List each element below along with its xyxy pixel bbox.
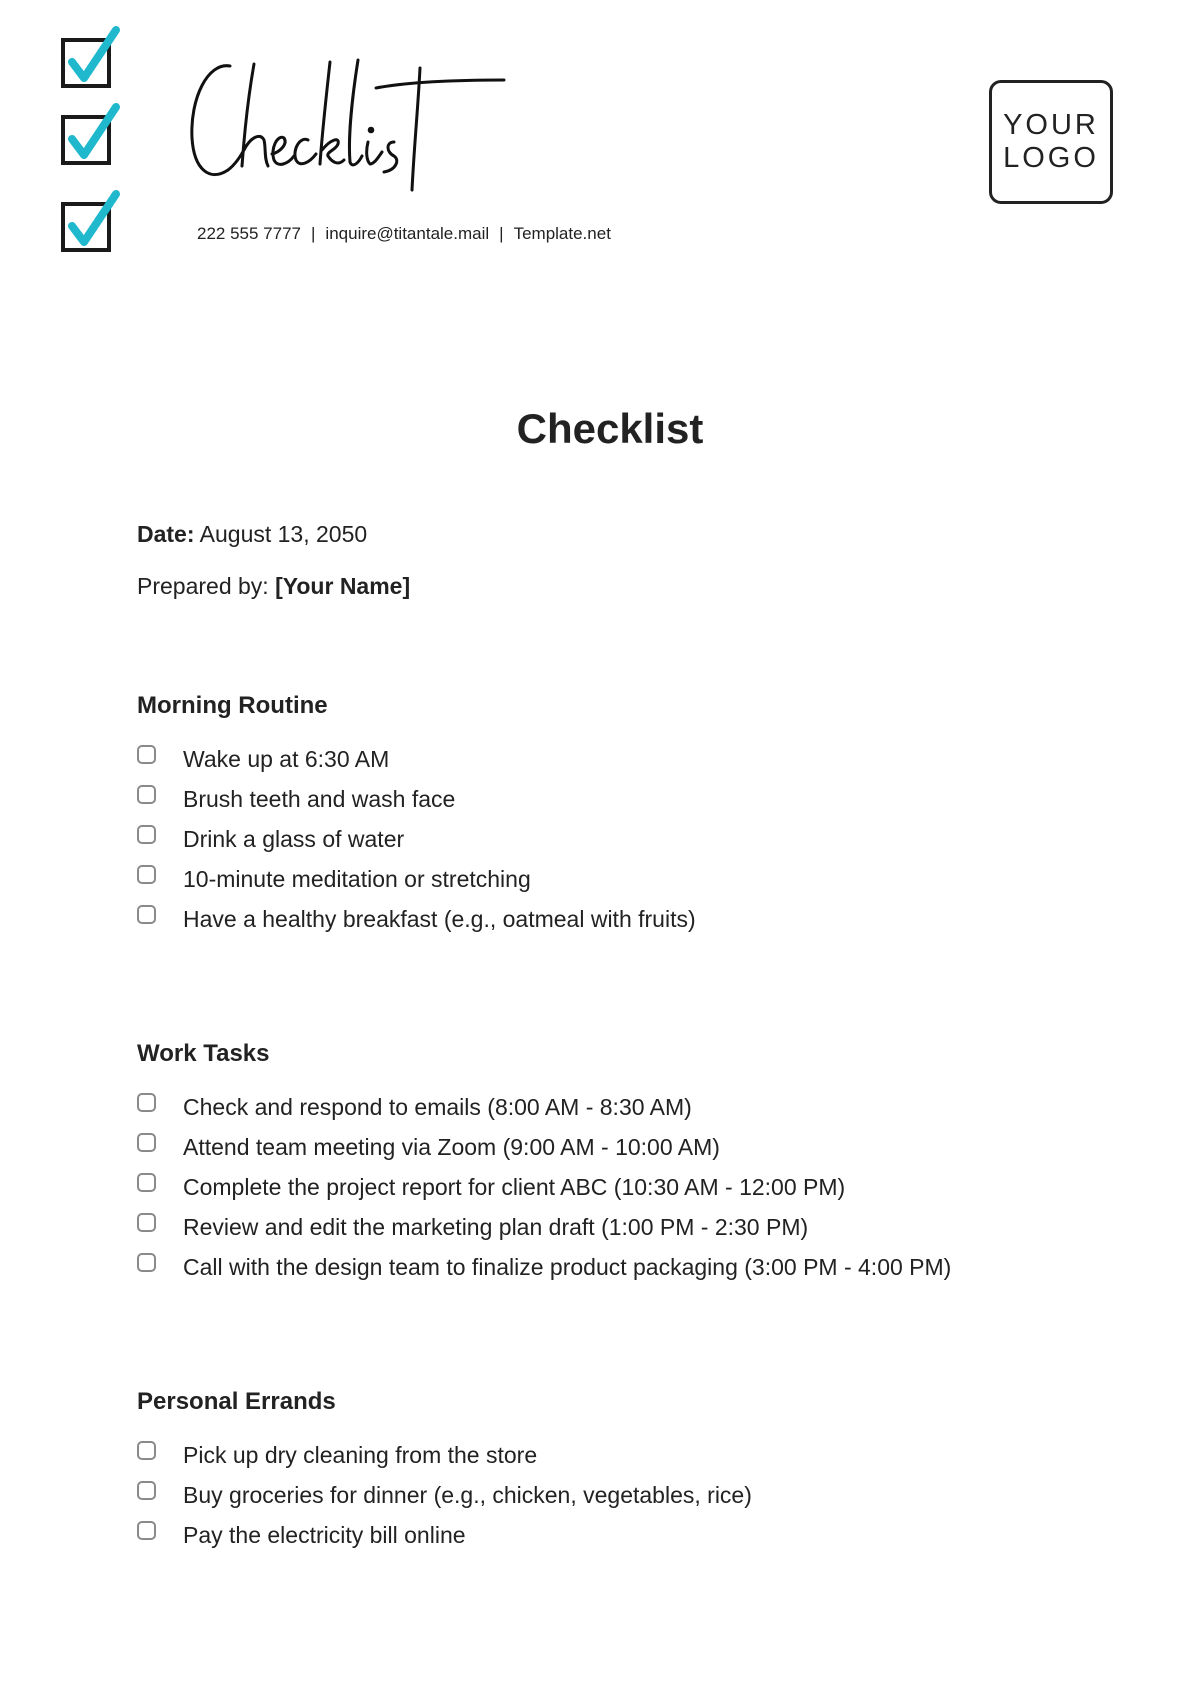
task-label: 10-minute meditation or stretching: [183, 865, 531, 892]
checked-box-icon: [63, 30, 116, 86]
task-label: Brush teeth and wash face: [183, 785, 456, 812]
task-label: Drink a glass of water: [183, 825, 405, 852]
task-label: Pick up dry cleaning from the store: [183, 1441, 538, 1468]
checkbox[interactable]: [137, 1441, 156, 1460]
list-item: [137, 1435, 752, 1475]
script-checklist-signature: [188, 58, 508, 198]
logo-placeholder: [989, 80, 1113, 204]
checkbox[interactable]: [137, 825, 156, 844]
date-value: August 13, 2050: [199, 521, 368, 547]
script-title-logo: [188, 58, 508, 198]
contact-separator: |: [499, 224, 504, 243]
section-heading-morning-routine: Morning Routine: [137, 692, 328, 719]
checkbox[interactable]: [137, 1481, 156, 1500]
morning-routine-list: [137, 739, 696, 939]
contact-line: [197, 224, 611, 244]
list-item: [137, 1087, 951, 1127]
date-row: [137, 521, 367, 548]
prepared-label: Prepared by:: [137, 573, 269, 599]
section-heading-work-tasks: Work Tasks: [137, 1040, 270, 1067]
list-item: [137, 779, 696, 819]
list-item: [137, 1207, 951, 1247]
task-label: Wake up at 6:30 AM: [183, 745, 390, 772]
prepared-value: [Your Name]: [275, 573, 411, 599]
date-label: Date:: [137, 521, 195, 547]
checkbox[interactable]: [137, 785, 156, 804]
task-label: Review and edit the marketing plan draft (1:00 PM - 2:30 PM): [183, 1213, 809, 1240]
checkbox[interactable]: [137, 1133, 156, 1152]
section-heading-personal-errands: Personal Errands: [137, 1388, 336, 1415]
contact-phone: 222 555 7777: [197, 224, 301, 243]
list-item: [137, 819, 696, 859]
list-item: [137, 1127, 951, 1167]
task-label: Attend team meeting via Zoom (9:00 AM - 10:00 AM): [183, 1133, 720, 1160]
prepared-by-row: [137, 573, 410, 600]
list-item: [137, 859, 696, 899]
checkbox[interactable]: [137, 865, 156, 884]
checkbox[interactable]: [137, 1521, 156, 1540]
contact-email[interactable]: inquire@titantale.mail: [325, 224, 490, 243]
checkbox[interactable]: [137, 745, 156, 764]
list-item: [137, 1475, 752, 1515]
task-label: Pay the electricity bill online: [183, 1521, 466, 1548]
contact-separator: |: [311, 224, 316, 243]
checkbox[interactable]: [137, 1253, 156, 1272]
task-label: Have a healthy breakfast (e.g., oatmeal with fruits): [183, 905, 696, 932]
work-tasks-list: [137, 1087, 951, 1287]
task-label: Call with the design team to finalize product packaging (3:00 PM - 4:00 PM): [183, 1253, 952, 1280]
checkbox[interactable]: [137, 905, 156, 924]
list-item: [137, 1167, 951, 1207]
logo-line-2: LOGO: [1003, 142, 1099, 174]
checked-box-icon-group: [58, 26, 124, 258]
checked-box-icon: [63, 107, 116, 163]
contact-website[interactable]: Template.net: [513, 224, 611, 243]
task-label: Check and respond to emails (8:00 AM - 8:30 AM): [183, 1093, 692, 1120]
task-label: Buy groceries for dinner (e.g., chicken, vegetables, rice): [183, 1481, 752, 1508]
page-title: Checklist: [516, 405, 704, 452]
checkbox[interactable]: [137, 1173, 156, 1192]
header-checkmarks: [58, 26, 124, 258]
list-item: [137, 1515, 752, 1555]
list-item: [137, 1247, 951, 1287]
list-item: [137, 899, 696, 939]
checked-box-icon: [63, 194, 116, 250]
personal-errands-list: [137, 1435, 752, 1555]
list-item: [137, 739, 696, 779]
task-label: Complete the project report for client ABC (10:30 AM - 12:00 PM): [183, 1173, 846, 1200]
logo-line-1: YOUR: [1003, 109, 1099, 141]
checkbox[interactable]: [137, 1093, 156, 1112]
checkbox[interactable]: [137, 1213, 156, 1232]
